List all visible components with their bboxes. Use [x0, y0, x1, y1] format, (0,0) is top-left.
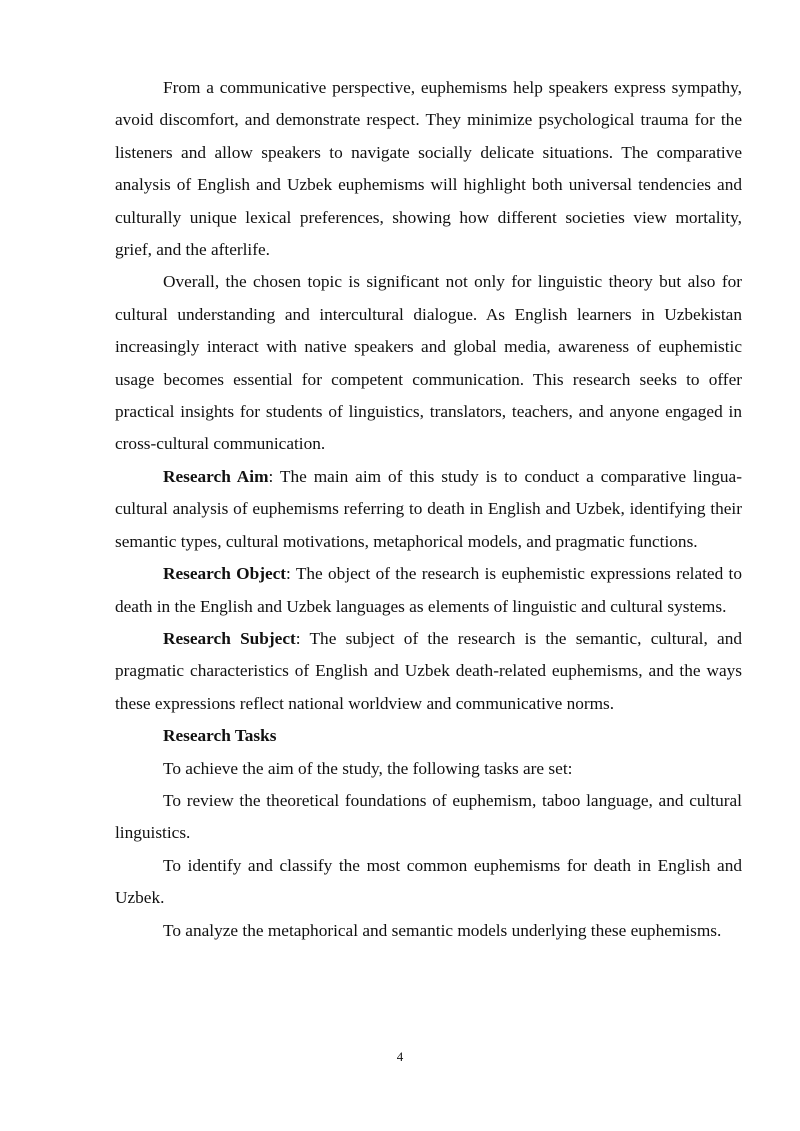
page-number: 4: [396, 1049, 404, 1064]
paragraph-research-subject: [115, 623, 742, 720]
research-subject-text: : The subject of the research is the semantic, cultural, and pragmatic characteristics of English and Uzbek death-related euphemisms, and the ways these expressions reflect national worldview and communicative norms.: [115, 628, 742, 713]
paragraph-task-2: To identify and classify the most common euphemisms for death in English and Uzbek.: [115, 855, 742, 908]
paragraph-task-3: To analyze the metaphorical and semantic models underlying these euphemisms.: [163, 920, 722, 940]
research-tasks-heading: Research Tasks: [163, 726, 277, 746]
body-text: [115, 72, 742, 947]
paragraph-significance: Overall, the chosen topic is significant not only for linguistic theory but also for cultural understanding and intercultural dialogue. As English learners in Uzbekistan increasingly interact with native speakers and global media, awareness of euphemistic usage becomes essential for competent communication. This research seeks to offer practical insights for students of linguistics, translators, teachers, and anyone engaged in cross-cultural communication.: [115, 272, 742, 454]
research-object-text: : The object of the research is euphemistic expressions related to death in the English and Uzbek languages as elements of linguistic and cultural systems.: [115, 564, 742, 616]
paragraph-research-object: [115, 558, 742, 623]
paragraph-task-1: To review the theoretical foundations of euphemism, taboo language, and cultural linguistics.: [115, 790, 742, 843]
paragraph-communicative-perspective: From a communicative perspective, euphemisms help speakers express sympathy, avoid discomfort, and demonstrate respect. They minimize psychological trauma for the listeners and allow speakers to navigate socially delicate situations. The comparative analysis of English and Uzbek euphemisms will highlight both universal tendencies and culturally unique lexical preferences, showing how different societies view mortality, grief, and the afterlife.: [115, 78, 742, 260]
research-object-label: Research Object: [163, 564, 287, 584]
paragraph-tasks-intro: To achieve the aim of the study, the following tasks are set:: [163, 758, 573, 778]
paragraph-research-aim: [115, 461, 742, 558]
research-aim-label: Research Aim: [163, 466, 269, 486]
research-subject-label: Research Subject: [163, 628, 296, 648]
research-aim-text: : The main aim of this study is to conduct a comparative lingua-cultural analysis of euphemisms referring to death in English and Uzbek, identifying their semantic types, cultural motivations, metaphorical models, and pragmatic functions.: [115, 466, 742, 551]
